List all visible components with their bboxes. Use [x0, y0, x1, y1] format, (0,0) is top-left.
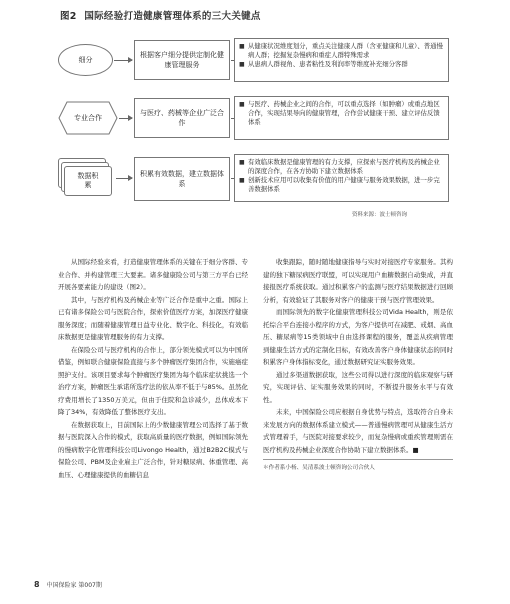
- row-detail-box: [234, 38, 449, 82]
- arrow-icon: [119, 118, 132, 119]
- row-summary: 积累有效数据，建立数据体系: [140, 170, 224, 188]
- row-label: [64, 166, 112, 196]
- bullet-item: ■ 从健康状况维度划分，重点关注健康人群（含亚健康和儿童）、普通慢病人群；挖掘复杂慢病和重症人群特殊需求: [239, 42, 444, 60]
- paragraph: 收集跟踪，随时随地健康指导与实时对接医疗专家服务。其构建的独下糖尿病医疗联盟，可以实现用户血糖数据自动集成，并直接报医疗系统获取。通过积累客户的监测与医疗结果数据进行回顾分析，有效验证了其服务对客户的健康干预与医疗管理效果。: [263, 258, 453, 304]
- stacked-cards-shape: [58, 158, 116, 198]
- figure-title-text: 国际经验打造健康管理体系的三大关键点: [84, 11, 261, 22]
- figure-row-segmentation: [58, 38, 450, 82]
- row-label: 细分: [78, 55, 93, 64]
- arrow-icon: [116, 178, 132, 179]
- oval-shape: [58, 44, 113, 76]
- bullet-item: ■ 有效临床数据是健康管理的有力支撑，应探索与医疗机构及药械企业的深度合作，在各方协助下建立数据体系: [239, 158, 444, 176]
- body-column-left: [58, 256, 248, 481]
- figure-row-cooperation: [58, 96, 450, 142]
- row-summary-box: [134, 157, 230, 201]
- page-number: 8: [34, 580, 40, 589]
- paragraph: 在数据获取上，目前国际上的少数健康管理公司选择了基于数据与医院深入合作的模式，获取高质量的医疗数据，例如国际领先的慢病数字化管理科技公司Livongo Health，通过B2B2C模式与保险公司、PBM及企业雇主广泛合作，针对糖尿病、体重管理、高血压、心理健康提供的血糖信息: [58, 420, 248, 479]
- paragraph: 从国际经验来看，打造健康管理体系的关键在于细分客群、专业合作、并构建管理三大要素。诸多健康险公司与第三方平台已经开展各要素能力的建设（图2）。: [58, 258, 248, 291]
- paragraph: 而国际领先的数字化健康管理科技公司Vida Health，则是依托综合平台连接小程序的方式，为客户提供可在减肥、戒烟、高血压、糖尿病等15类领域中自由选择课程的服务，覆盖从疾病管理到健康生活方式的定制化目标，有效改善客户身体健康状态的同时积累客户身体指标变化，通过数据研究证实服务效果。: [263, 308, 453, 366]
- row-label: 专业合作: [74, 113, 102, 122]
- hexagon-shape: [58, 101, 118, 135]
- figure-row-data: [58, 154, 450, 204]
- bullet-item: ■ 与医疗、药械企业之间的合作，可以重点选择（如肿瘤）或重点地区合作，实现结果导向的健康管理，合作尝试健康干预、建立评估反馈体系: [239, 100, 444, 127]
- paragraph: 通过多渠道数据获取，这些公司得以进行深度的临床观察与研究，实现评估、证实服务效果的同时，不断提升服务水平与有效性。: [263, 370, 453, 404]
- author-footnote: ＊作者系小杨、吴清系波士顿咨询公司合伙人: [263, 459, 453, 475]
- bullet-item: ■ 创新技术应用可以收集有价值的用户健康与服务效果数据，进一步完善数据体系: [239, 176, 444, 194]
- row-detail-box: [234, 154, 449, 202]
- paragraph: 其中，与医疗机构及药械企业等广泛合作是重中之重。国际上已有诸多保险公司与医院合作，探索价值医疗方案，加深医疗健康服务深度；而随着健康管理日益专业化、数字化、科技化，有效临床数据更是健康管理服务的有力支撑。: [58, 295, 248, 341]
- row-label-text: 数据积累: [77, 172, 99, 189]
- figure-title: [60, 8, 261, 22]
- row-summary-box: [134, 98, 230, 138]
- paragraph: 在保险公司与医疗机构的合作上，部分领先模式可以为中国所借鉴，例如联合健康保险直接与多个肿瘤医疗集团合作，实施癌症照护支付。该项目要求每个肿瘤医疗集团为每个临床症状挑选一个治疗方案，肿瘤医生承诺所选疗法的依从率不低于与85%。虽然化疗费用增长了1350万美元，但由于住院和急诊减少，总体成本下降了34%，有效降低了整体医疗支出。: [58, 345, 248, 416]
- row-summary-box: [134, 40, 230, 80]
- body-column-right: [263, 256, 453, 475]
- row-summary: 与医疗、药械等企业广泛合作: [140, 109, 224, 127]
- page-footer: [34, 580, 102, 589]
- row-detail-box: [234, 96, 449, 140]
- magazine-name: 中国保险家 第007期: [46, 582, 102, 589]
- paragraph: 未来，中国保险公司应根据自身优势与特点，选取符合自身未来发展方向的数据体系建立模式——普通慢病管理可从健康生活方式管理着手，与医院对接要求较少，而复杂慢病或重疾管理则需在医疗机构及药械企业深度合作协助下建立数据体系。■: [263, 408, 453, 454]
- arrow-icon: [114, 60, 132, 61]
- figure-source: 资料来源：波士顿咨询: [352, 212, 408, 218]
- row-summary: 根据客户细分提供定制化健康管理服务: [140, 51, 224, 69]
- figure-number: 图2: [60, 11, 77, 22]
- bullet-item: ■ 从患病人群视角、患者粘性及利润率等维度补充细分客群: [239, 60, 444, 69]
